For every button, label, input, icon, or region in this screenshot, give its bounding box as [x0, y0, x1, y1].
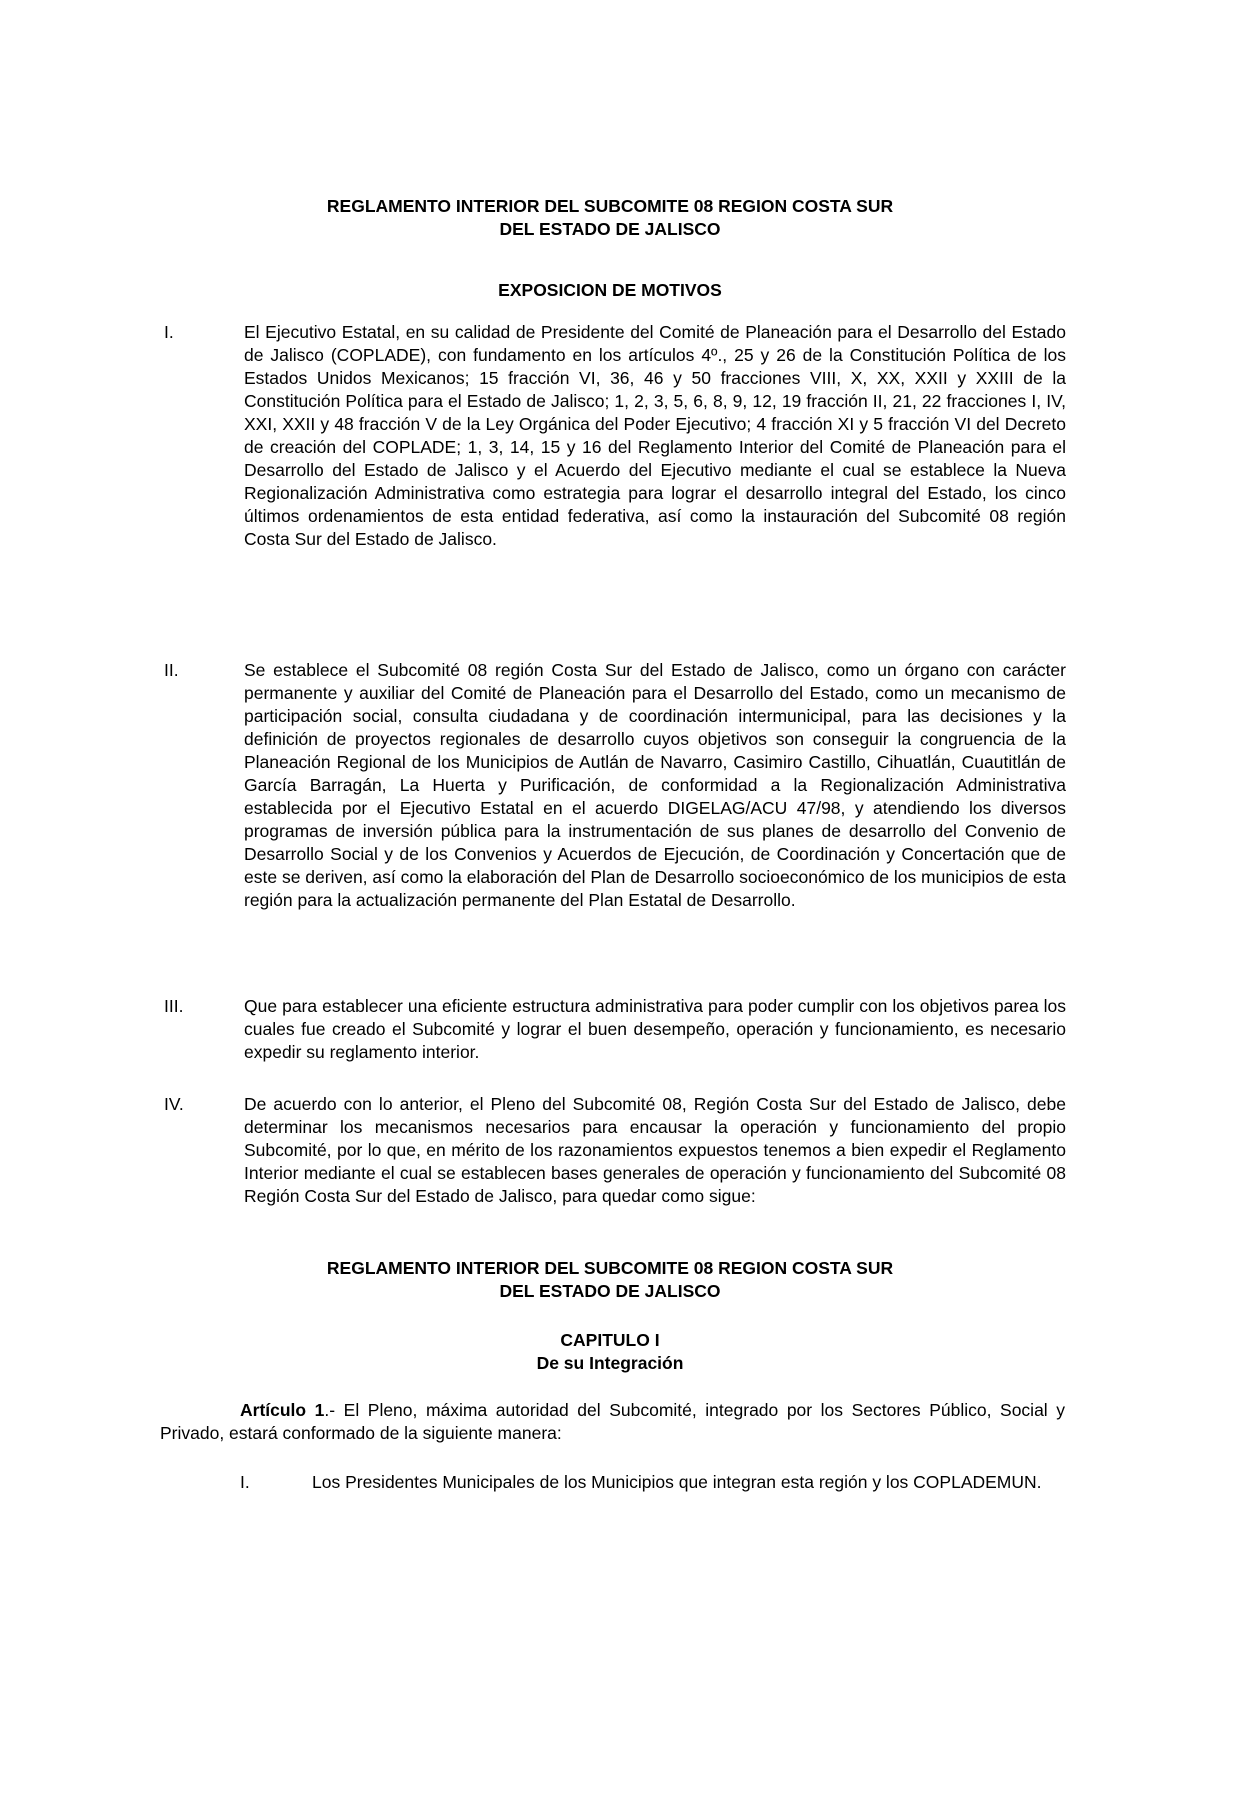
reglamento-title [160, 1257, 1060, 1303]
articulo-text: .- El Pleno, máxima autoridad del Subcomité, integrado por los Sectores Público, Social y Privado, estará conformado de la siguiente manera: [160, 1400, 1065, 1443]
motivo-text: Se establece el Subcomité 08 región Costa Sur del Estado de Jalisco, como un órgano con carácter permanente y auxiliar del Comité de Planeación para el Desarrollo del Estado, como un mecanismo de participación social, consulta ciudadana y de coordinación intermunicipal, para las decisiones y la definición de proyectos regionales de desarrollo cuyos objetivos son conseguir la congruencia de la Planeación Regional de los Municipios de Autlán de Navarro, Casimiro Castillo, Cihuatlán, Cuautitlán de García Barragán, La Huerta y Purificación, de conformidad a la Regionalización Administrativa establecida por el Ejecutivo Estatal en el acuerdo DIGELAG/ACU 47/98, y atendiendo los diversos programas de inversión pública para la instrumentación de sus planes de desarrollo del Convenio de Desarrollo Social y de los Convenios y Acuerdos de Ejecución, de Coordinación y Concertación que de este se deriven, así como la elaboración del Plan de Desarrollo socioeconómico de los municipios de esta región para la actualización permanente del Plan Estatal de Desarrollo. [244, 660, 1066, 910]
document-title-line-1: REGLAMENTO INTERIOR DEL SUBCOMITE 08 REGION COSTA SUR [326, 196, 894, 216]
exposicion-heading: EXPOSICION DE MOTIVOS [498, 280, 722, 300]
motivo-number: I. [164, 322, 174, 342]
document-title [160, 195, 1060, 241]
articulo-item-number: I. [240, 1472, 250, 1492]
reglamento-title-line-1: REGLAMENTO INTERIOR DEL SUBCOMITE 08 REGION COSTA SUR [326, 1258, 894, 1278]
capitulo-title: CAPITULO I [560, 1330, 660, 1350]
motivo-text: El Ejecutivo Estatal, en su calidad de Presidente del Comité de Planeación para el Desarrollo del Estado de Jalisco (COPLADE), con fundamento en los artículos 4º., 25 y 26 de la Constitución Política de los Estados Unidos Mexicanos; 15 fracción VI, 36, 46 y 50 fracciones VIII, X, XX, XXII y XXIII de la Constitución Política para el Estado de Jalisco; 1, 2, 3, 5, 6, 8, 9, 12, 19 fracción II, 21, 22 fracciones I, IV, XXI, XXII y 48 fracción V de la Ley Orgánica del Poder Ejecutivo; 4 fracción XI y 5 fracción VI del Decreto de creación del COPLADE; 1, 3, 14, 15 y 16 del Reglamento Interior del Comité de Planeación para el Desarrollo del Estado de Jalisco y el Acuerdo del Ejecutivo mediante el cual se establece la Nueva Regionalización Administrativa como estrategia para lograr el desarrollo integral del Estado, los cinco últimos ordenamientos de esta entidad federativa, así como la instauración del Subcomité 08 región Costa Sur del Estado de Jalisco. [244, 322, 1066, 549]
motivo-text: De acuerdo con lo anterior, el Pleno del Subcomité 08, Región Costa Sur del Estado de Jalisco, debe determinar los mecanismos necesarios para encausar la operación y funcionamiento del propio Subcomité, por lo que, en mérito de los razonamientos expuestos tenemos a bien expedir el Reglamento Interior mediante el cual se establecen bases generales de operación y funcionamiento del Subcomité 08 Región Costa Sur del Estado de Jalisco, para quedar como sigue: [244, 1094, 1066, 1206]
motivo-text: Que para establecer una eficiente estructura administrativa para poder cumplir con los objetivos parea los cuales fue creado el Subcomité y lograr el buen desempeño, operación y funcionamiento, es necesario expedir su reglamento interior. [244, 996, 1066, 1062]
articulo-label: Artículo 1 [240, 1400, 325, 1420]
reglamento-title-line-2: DEL ESTADO DE JALISCO [499, 1281, 721, 1301]
articulo-item-text: Los Presidentes Municipales de los Municipios que integran esta región y los COPLADEMUN. [312, 1472, 1042, 1492]
capitulo-heading [160, 1329, 1060, 1375]
document-title-line-2: DEL ESTADO DE JALISCO [499, 219, 721, 239]
motivo-number: II. [164, 660, 179, 680]
motivo-number: III. [164, 996, 184, 1016]
capitulo-subtitle: De su Integración [536, 1353, 684, 1373]
motivo-number: IV. [164, 1094, 184, 1114]
articulo-1 [160, 1399, 1065, 1445]
